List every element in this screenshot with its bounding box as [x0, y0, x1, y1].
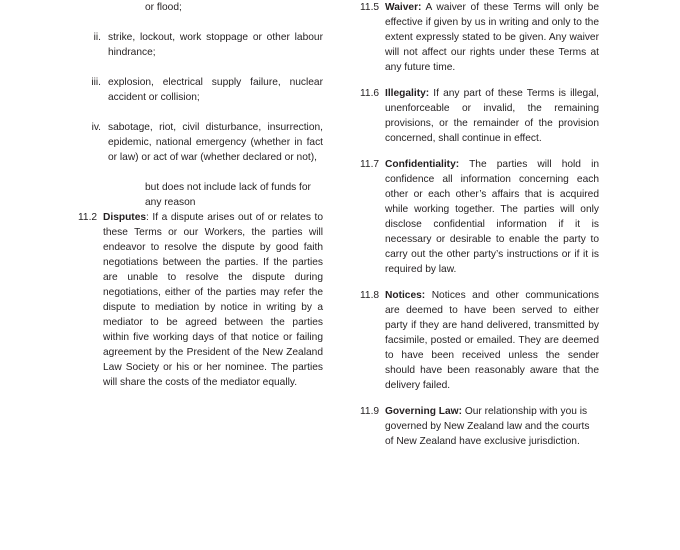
clause-11-8-text: Notices and other communications are deemed to have been served to either party if they are hand delivered, transmitted by facsimile, posted or emailed. They are deemed to have been received unless the sender should have been reasonably aware that the delivery failed. [385, 290, 599, 391]
clause-11-2-body [103, 210, 323, 390]
clause-11-7-number: 11.7 [360, 159, 380, 170]
right-text-column [360, 0, 599, 449]
clause-11-2-title: Disputes [103, 212, 147, 223]
clause-11-2 [78, 210, 323, 390]
clause-11-7-body [385, 157, 599, 277]
force-majeure-continuation-line: or flood; [145, 2, 182, 13]
paragraph-gap [78, 60, 323, 75]
roman-item-iv-text: sabotage, riot, civil disturbance, insurrection, epidemic, national emergency (whether in fact or law) or act of war (whether declared or not), [108, 122, 323, 163]
clause-11-9-text: Our relationship with you is governed by New Zealand law and the courts of New Zealand have exclusive jurisdiction. [385, 406, 590, 447]
clause-11-9-body [385, 404, 599, 449]
roman-list-item-iv [78, 120, 323, 165]
clause-11-7-title: Confidentiality: [385, 159, 460, 170]
clause-11-7-text: The parties will hold in confidence all information concerning each other or each other’s affairs that is acquired while working together. The parties will only disclose confidential information if it is necessary or desirable to enable the party to carry out the other party’s instructions or if it is required by law. [385, 159, 599, 275]
roman-item-ii-text: strike, lockout, work stoppage or other labour hindrance; [108, 32, 323, 58]
clause-gap [360, 393, 599, 404]
left-text-column [78, 0, 323, 390]
roman-numeral-ii: ii. [93, 32, 101, 43]
roman-item-iii-text: explosion, electrical supply failure, nuclear accident or collision; [108, 77, 323, 103]
roman-numeral-iii: iii. [91, 77, 101, 88]
clause-11-6-text: If any part of these Terms is illegal, unenforceable or invalid, the remaining provisions, or the remainder of the provision concerned, shall continue in effect. [385, 88, 599, 144]
clause-11-9-title: Governing Law: [385, 406, 462, 417]
clause-11-2-number: 11.2 [78, 212, 98, 223]
paragraph-gap [78, 165, 323, 180]
clause-11-8-number: 11.8 [360, 290, 380, 301]
clause-11-8-body [385, 288, 599, 393]
clause-11-5-text: A waiver of these Terms will only be effective if given by us in writing and only to the extent expressly stated to be given. Any waiver will not affect our rights under these Terms at any future time. [385, 2, 599, 73]
clause-11-9-number: 11.9 [360, 406, 380, 417]
clause-11-9 [360, 404, 599, 449]
clause-11-2-title-separator: : [146, 212, 149, 223]
force-majeure-closing-paragraph: but does not include lack of funds for any reason [145, 182, 311, 208]
clause-11-6-title: Illegality: [385, 88, 430, 99]
clause-gap [360, 277, 599, 288]
clause-11-6 [360, 86, 599, 146]
clause-gap [360, 75, 599, 86]
clause-11-8 [360, 288, 599, 393]
clause-11-8-title: Notices: [385, 290, 426, 301]
clause-11-7 [360, 157, 599, 277]
clause-11-5 [360, 0, 599, 75]
clause-11-6-body [385, 86, 599, 146]
paragraph-gap [78, 105, 323, 120]
paragraph-gap [78, 15, 323, 30]
clause-11-6-number: 11.6 [360, 88, 380, 99]
roman-numeral-iv: iv. [91, 122, 101, 133]
clause-11-5-title: Waiver: [385, 2, 422, 13]
roman-list-item-iii [78, 75, 323, 105]
clause-11-5-number: 11.5 [360, 2, 380, 13]
clause-gap [360, 146, 599, 157]
clause-11-2-text: If a dispute arises out of or relates to these Terms or our Workers, the parties will endeavor to resolve the dispute by good faith negotiations between the parties. If the parties are unable to resolve the dispute during negotiations, either of the parties may refer the dispute to mediation by notice in writing by a mediator to be agreed between the parties within five working days of that notice or failing agreement by the President of the New Zealand Law Society or his or her nominee. The parties will share the costs of the mediator equally. [103, 212, 323, 388]
roman-list-item-ii [78, 30, 323, 60]
clause-11-5-body [385, 0, 599, 75]
